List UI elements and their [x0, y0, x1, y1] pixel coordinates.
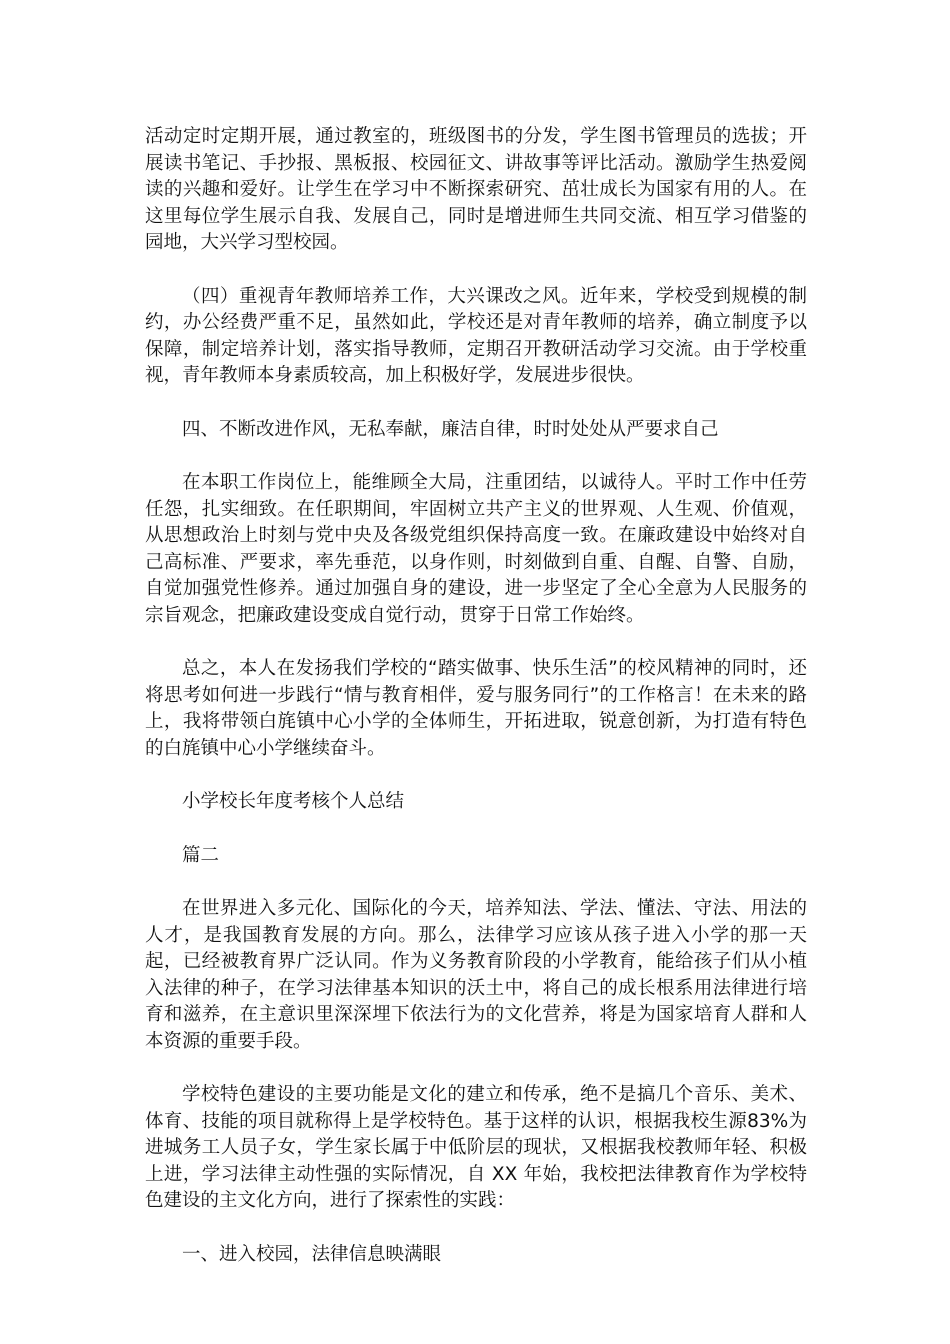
- paragraph-school-characteristics: 学校特色建设的主要功能是文化的建立和传承，绝不是搞几个音乐、美术、体育、技能的项目就称得上是学校特色。基于这样的认识，根据我校生源83%为进城务工人员子女，学生家长属于中低阶层的现状，又根据我校教师年轻、积极上进，学习法律主动性强的实际情况，自 XX 年始，我校把法律教育作为学校特色建设的主文化方向，进行了探索性的实践：: [145, 1084, 807, 1211]
- section-heading-campus: 一、进入校园，法律信息映满眼: [182, 1243, 442, 1265]
- document-page: [145, 124, 807, 1295]
- paragraph-conclusion: 总之，本人在发扬我们学校的“踏实做事、快乐生活”的校风精神的同时，还将思考如何进一步践行“情与教育相伴，爱与服务同行”的工作格言！在未来的路上，我将带领白旄镇中心小学的全体师生，开拓进取，锐意创新，为打造有特色的白旄镇中心小学继续奋斗。: [145, 658, 807, 759]
- part-label: 篇二: [182, 844, 220, 866]
- paragraph-young-teacher-training: （四）重视青年教师培养工作，大兴课改之风。近年来，学校受到规模的制约，办公经费严重不足，虽然如此，学校还是对青年教师的培养，确立制度予以保障，制定培养计划，落实指导教师，定期召开教研活动学习交流。由于学校重视，青年教师本身素质较高，加上积极好学，发展进步很快。: [145, 285, 807, 386]
- paragraph-integrity: 在本职工作岗位上，能维顾全大局，注重团结，以诚待人。平时工作中任劳任怨，扎实细致。在任职期间，牢固树立共产主义的世界观、人生观、价值观，从思想政治上时刻与党中央及各级党组织保持高度一致。在廉政建设中始终对自己高标准、严要求，率先垂范，以身作则，时刻做到自重、自醒、自警、自励，自觉加强党性修养。通过加强自身的建设，进一步坚定了全心全意为人民服务的宗旨观念，把廉政建设变成自觉行动，贯穿于日常工作始终。: [145, 472, 807, 626]
- section-heading-work-style: 四、不断改进作风，无私奉献，廉洁自律，时时处处从严要求自己: [182, 418, 719, 440]
- paragraph-continuation: 活动定时定期开展，通过教室的，班级图书的分发，学生图书管理员的选拔；开展读书笔记、手抄报、黑板报、校园征文、讲故事等评比活动。激励学生热爱阅读的兴趣和爱好。让学生在学习中不断探索研究、茁壮成长为国家有用的人。在这里每位学生展示自我、发展自己，同时是增进师生共同交流、相互学习借鉴的园地，大兴学习型校园。: [145, 126, 807, 253]
- document-title: 小学校长年度考核个人总结: [182, 791, 405, 812]
- paragraph-law-education-intro: 在世界进入多元化、国际化的今天，培养知法、学法、懂法、守法、用法的人才，是我国教育发展的方向。那么，法律学习应该从孩子进入小学的那一天起，已经被教育界广泛认同。作为义务教育阶段的小学教育，能给孩子们从小植入法律的种子，在学习法律基本知识的沃土中，将自己的成长根系用法律进行培育和滋养，在主意识里深深埋下依法行为的文化营养，将是为国家培育人群和人本资源的重要手段。: [145, 898, 807, 1052]
